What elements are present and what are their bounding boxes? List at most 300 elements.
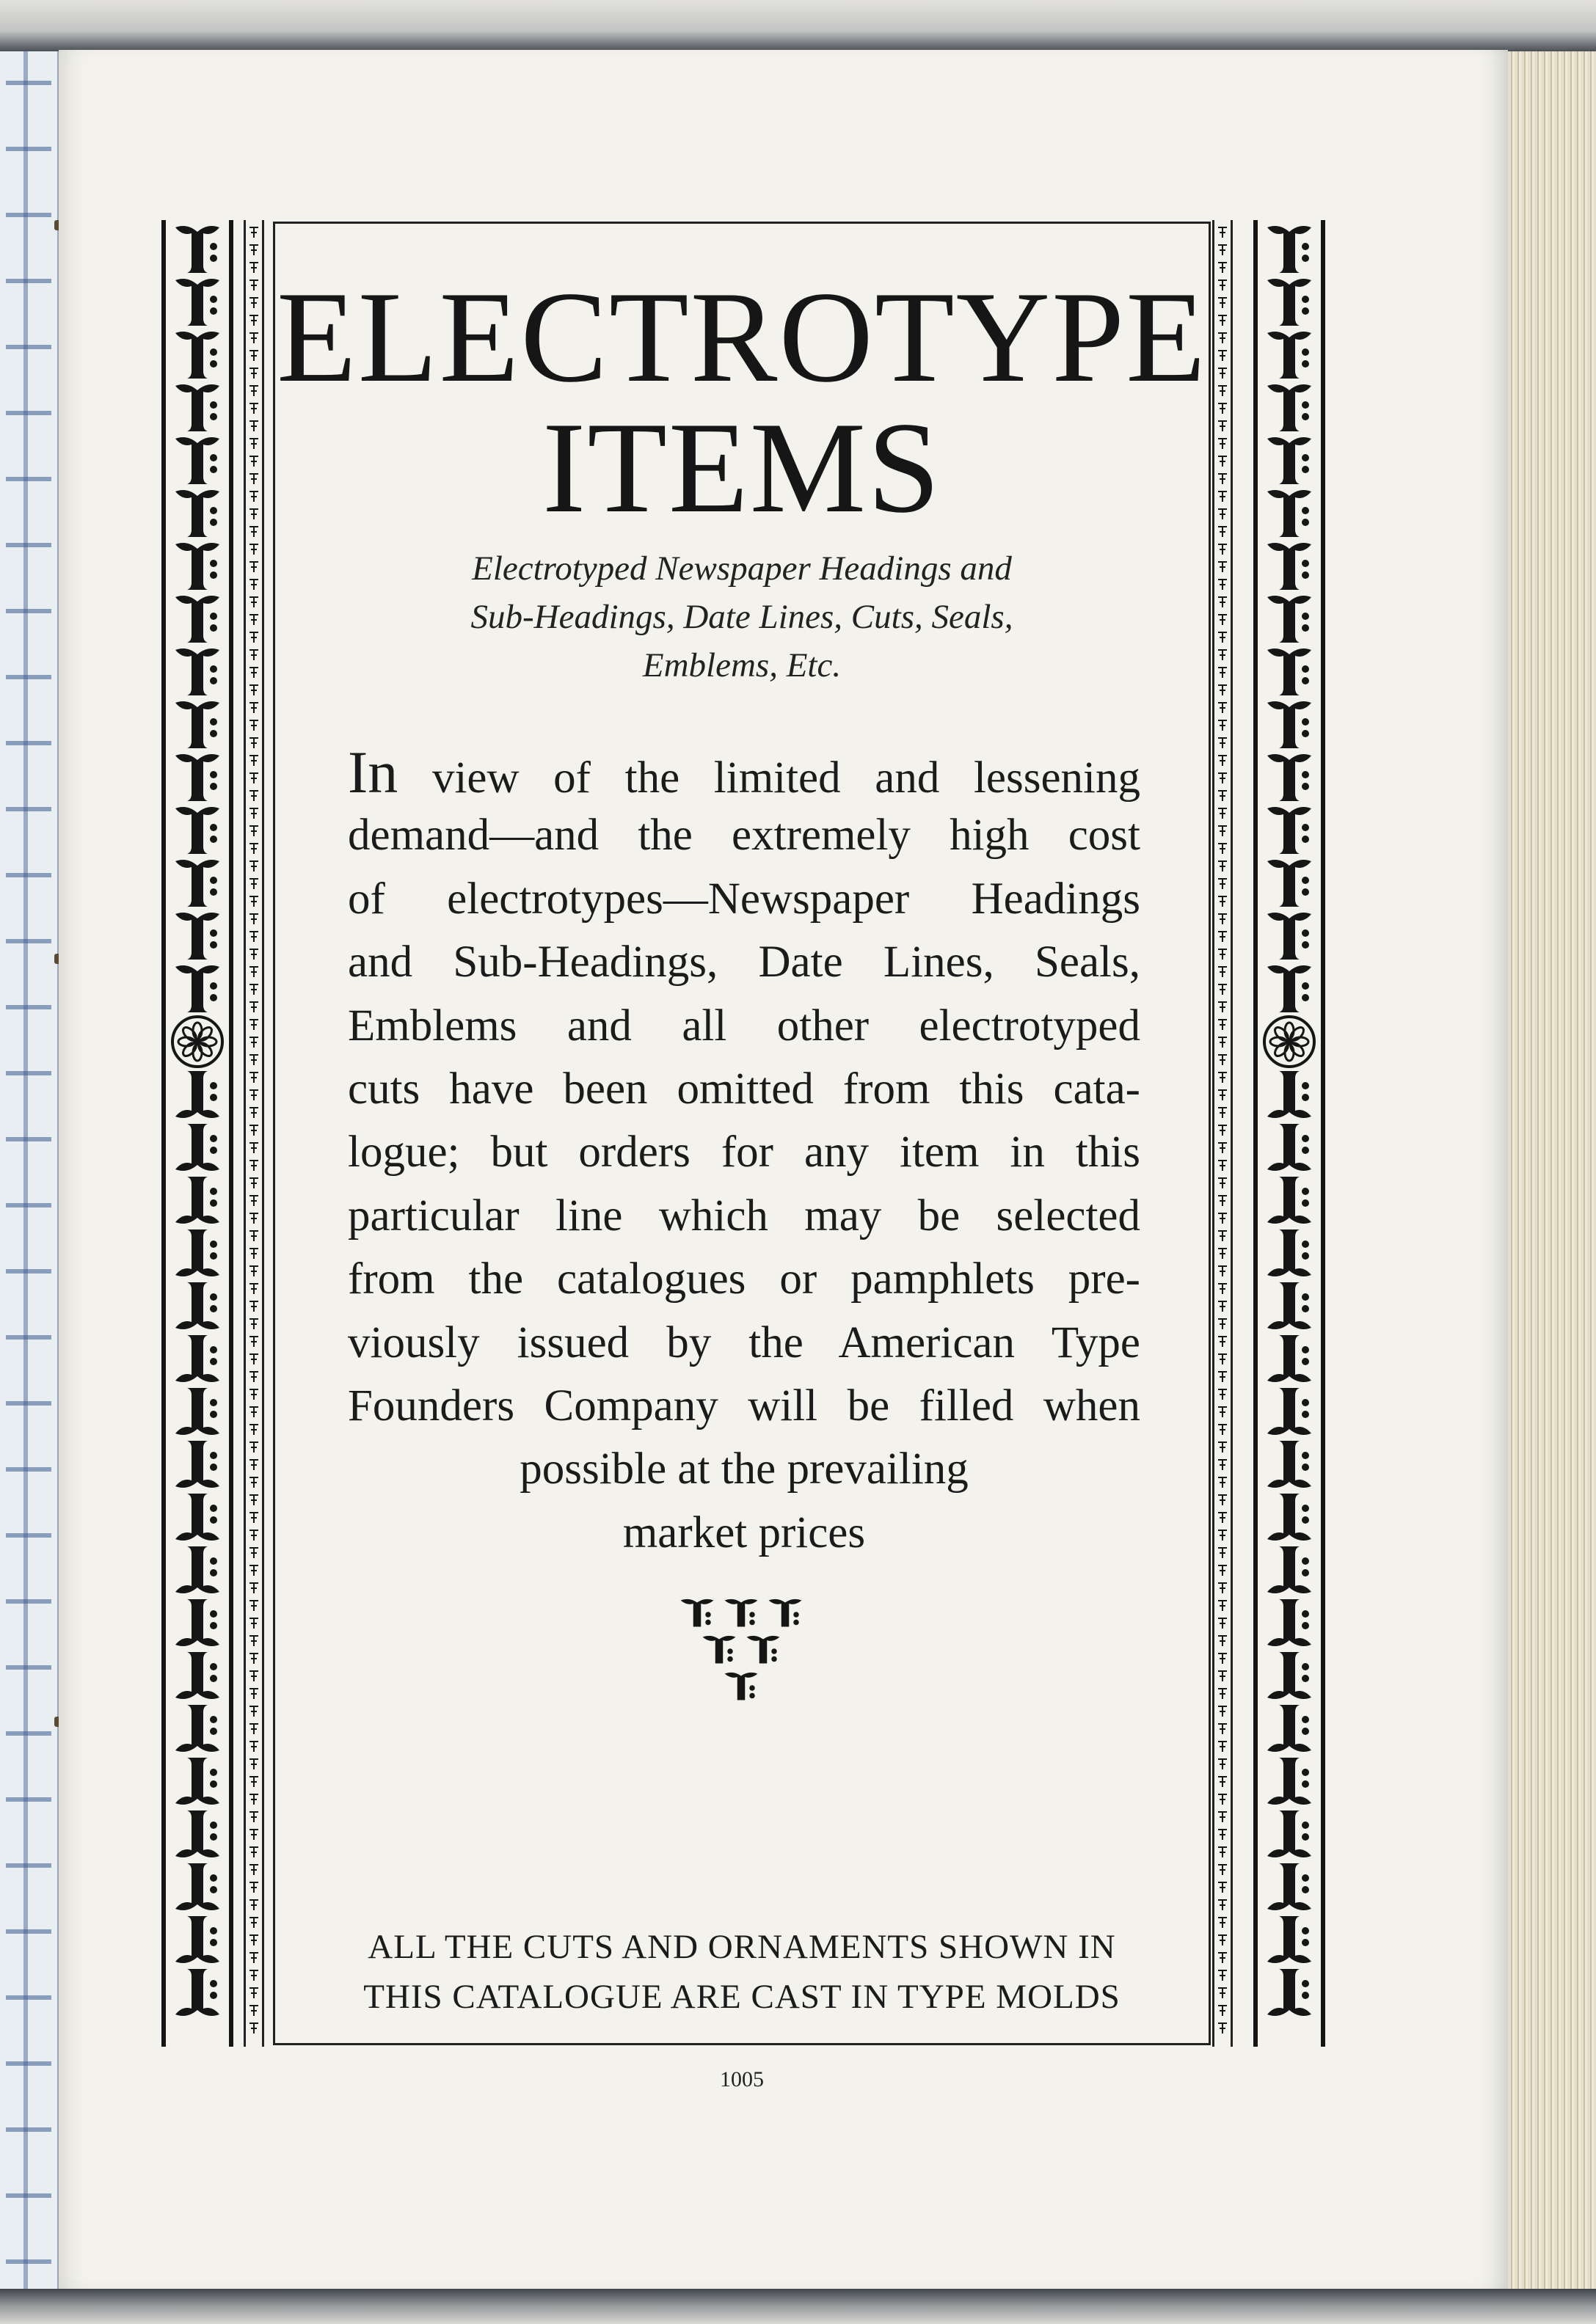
fleuron-icon [1267, 490, 1311, 537]
small-dagger-icon [249, 1495, 258, 1505]
small-dagger-icon [249, 668, 258, 678]
fleuron-icon [1267, 913, 1311, 960]
body-line: and Sub-Headings, Date Lines, Seals, [348, 938, 1140, 987]
small-dagger-icon [249, 315, 258, 326]
small-dagger-icon [1218, 685, 1227, 695]
fleuron-icon [1267, 543, 1311, 590]
small-dagger-icon [249, 896, 258, 907]
small-dagger-icon [249, 1319, 258, 1329]
body-line: cuts have been omitted from this cata- [348, 1064, 1140, 1114]
small-dagger-icon [1218, 386, 1227, 396]
fleuron-icon [175, 1546, 219, 1593]
small-dagger-icon [1218, 756, 1227, 766]
small-dagger-icon [1218, 421, 1227, 431]
fleuron-icon [1267, 596, 1311, 643]
small-dagger-icon [249, 580, 258, 590]
small-dagger-icon [249, 597, 258, 607]
small-dagger-icon [1218, 562, 1227, 572]
small-dagger-icon [1218, 668, 1227, 678]
small-dagger-icon [249, 456, 258, 467]
small-dagger-icon [1218, 984, 1227, 995]
small-dagger-icon [1218, 315, 1227, 326]
small-dagger-icon [249, 1231, 258, 1241]
fleuron-icon [1267, 1916, 1311, 1963]
fleuron-icon [1267, 1177, 1311, 1224]
small-dagger-icon [1218, 738, 1227, 748]
fleuron-icon [1267, 1546, 1311, 1593]
small-dagger-icon [249, 773, 258, 783]
small-dagger-icon [1218, 650, 1227, 660]
tail-fleuron-icon [703, 1636, 736, 1664]
small-dagger-icon [1218, 773, 1227, 783]
notice-line: THIS CATALOGUE ARE CAST IN TYPE MOLDS [363, 1978, 1121, 2016]
small-dagger-icon [249, 1777, 258, 1787]
small-dagger-icon [1218, 368, 1227, 379]
fleuron-icon [1267, 1969, 1311, 2016]
small-dagger-icon [1218, 1583, 1227, 1593]
fleuron-icon [1267, 807, 1311, 854]
fleuron-icon [1267, 1282, 1311, 1329]
small-dagger-icon [1218, 1442, 1227, 1452]
small-dagger-icon [1218, 615, 1227, 625]
small-dagger-icon [1218, 1354, 1227, 1364]
small-dagger-icon [249, 1935, 258, 1945]
fleuron-icon [1267, 1124, 1311, 1171]
small-dagger-icon [249, 368, 258, 379]
fleuron-icon [1267, 437, 1311, 484]
body-line: viously issued by the American Type [348, 1318, 1140, 1367]
small-dagger-icon [1218, 1495, 1227, 1505]
small-dagger-icon [1218, 227, 1227, 238]
fleuron-icon [175, 1229, 219, 1276]
fleuron-icon [175, 860, 219, 907]
fleuron-icon [175, 1282, 219, 1329]
small-dagger-icon [1218, 1213, 1227, 1224]
small-dagger-icon [1218, 403, 1227, 414]
small-dagger-icon [249, 527, 258, 537]
small-dagger-icon [1218, 1777, 1227, 1787]
small-dagger-icon [1218, 1548, 1227, 1558]
small-dagger-icon [1218, 1654, 1227, 1664]
small-dagger-icon [249, 1918, 258, 1928]
small-dagger-icon [1218, 1882, 1227, 1893]
small-dagger-icon [249, 403, 258, 414]
book-binding-top [0, 0, 1596, 51]
body-line: demand—and the extremely high cost [348, 811, 1140, 860]
small-dagger-icon [1218, 2006, 1227, 2016]
small-dagger-icon [249, 949, 258, 960]
fleuron-icon [175, 1652, 219, 1699]
small-dagger-icon [1218, 1055, 1227, 1065]
small-dagger-icon [249, 685, 258, 695]
fleuron-icon [175, 1705, 219, 1752]
tail-fleuron-icon [725, 1673, 758, 1700]
small-dagger-icon [249, 1636, 258, 1646]
small-dagger-icon [1218, 1266, 1227, 1276]
small-dagger-icon [1218, 1565, 1227, 1576]
small-dagger-icon [249, 720, 258, 731]
small-dagger-icon [1218, 333, 1227, 343]
small-dagger-icon [249, 280, 258, 290]
small-ornament-column-left [246, 220, 262, 2047]
small-dagger-icon [249, 1354, 258, 1364]
small-dagger-icon [1218, 1020, 1227, 1030]
ornament-column-right [1258, 220, 1321, 2047]
small-dagger-icon [249, 1865, 258, 1875]
small-dagger-icon [1218, 1090, 1227, 1100]
small-dagger-icon [1218, 1935, 1227, 1945]
small-dagger-icon [249, 386, 258, 396]
small-dagger-icon [249, 984, 258, 995]
fleuron-icon [1267, 1229, 1311, 1276]
small-dagger-icon [1218, 1671, 1227, 1681]
small-dagger-icon [249, 703, 258, 713]
tail-fleuron-icon [747, 1636, 780, 1664]
small-dagger-icon [1218, 1037, 1227, 1048]
small-dagger-icon [249, 1196, 258, 1206]
small-dagger-icon [249, 1513, 258, 1523]
small-dagger-icon [249, 1055, 258, 1065]
body-line: Emblems and all other electrotyped [348, 1001, 1140, 1050]
fleuron-icon [175, 1810, 219, 1857]
tail-fleuron-icon [681, 1599, 714, 1627]
fleuron-icon [175, 1124, 219, 1171]
fleuron-icon [175, 226, 219, 273]
small-dagger-icon [249, 1213, 258, 1224]
small-dagger-icon [249, 1442, 258, 1452]
small-dagger-icon [249, 421, 258, 431]
fleuron-icon [175, 965, 219, 1012]
body-line-text: view of the limited and lessening [398, 753, 1140, 803]
small-dagger-icon [249, 914, 258, 924]
small-dagger-icon [1218, 844, 1227, 854]
small-dagger-icon [1218, 544, 1227, 555]
small-dagger-icon [249, 826, 258, 836]
small-dagger-icon [249, 1654, 258, 1664]
small-dagger-icon [249, 1900, 258, 1910]
small-dagger-icon [1218, 1477, 1227, 1488]
small-dagger-icon [1218, 474, 1227, 484]
small-dagger-icon [1218, 720, 1227, 731]
page-title-line-1: ELECTROTYPE [277, 264, 1207, 409]
fleuron-icon [1267, 754, 1311, 801]
subtitle-line: Electrotyped Newspaper Headings and [472, 549, 1012, 588]
small-dagger-icon [1218, 1425, 1227, 1435]
small-dagger-icon [249, 1125, 258, 1136]
small-dagger-icon [249, 632, 258, 643]
small-dagger-icon [1218, 1319, 1227, 1329]
fleuron-icon [175, 701, 219, 748]
small-dagger-icon [1218, 1988, 1227, 1998]
small-dagger-icon [1218, 580, 1227, 590]
book-binding-bottom [0, 2289, 1596, 2324]
small-dagger-icon [1218, 703, 1227, 713]
rule-border-left [244, 220, 264, 2047]
tailpiece-ornament-icon [675, 1596, 807, 1714]
small-dagger-icon [1218, 1865, 1227, 1875]
body-line: of electrotypes—Newspaper Headings [348, 874, 1140, 924]
fleuron-icon [175, 754, 219, 801]
subtitle [273, 544, 1211, 690]
endpaper-pattern [6, 51, 51, 2296]
small-dagger-icon [1218, 1847, 1227, 1857]
small-dagger-icon [249, 879, 258, 889]
small-dagger-icon [249, 509, 258, 519]
small-dagger-icon [249, 1407, 258, 1417]
small-dagger-icon [1218, 1284, 1227, 1294]
small-dagger-icon [1218, 456, 1227, 467]
small-dagger-icon [1218, 1812, 1227, 1822]
small-dagger-icon [249, 351, 258, 361]
small-dagger-icon [249, 562, 258, 572]
small-dagger-icon [249, 1073, 258, 1083]
small-dagger-icon [249, 808, 258, 819]
small-dagger-icon [249, 474, 258, 484]
fleuron-icon [175, 332, 219, 379]
fleuron-icon [175, 1758, 219, 1805]
fleuron-icon [175, 596, 219, 643]
small-dagger-icon [249, 1108, 258, 1118]
fleuron-icon [175, 279, 219, 326]
small-dagger-icon [1218, 1108, 1227, 1118]
small-dagger-icon [249, 1618, 258, 1629]
body-paragraph [348, 741, 1140, 1565]
small-dagger-icon [249, 1460, 258, 1470]
fleuron-icon [175, 1388, 219, 1435]
fleuron-icon [175, 1441, 219, 1488]
small-dagger-icon [1218, 527, 1227, 537]
small-dagger-icon [1218, 632, 1227, 643]
tail-fleuron-icon [725, 1599, 758, 1627]
small-dagger-icon [249, 1548, 258, 1558]
small-dagger-icon [249, 1143, 258, 1153]
small-dagger-icon [1218, 1689, 1227, 1699]
rosette-icon [1264, 1017, 1314, 1067]
small-dagger-icon [249, 333, 258, 343]
rule-border-right [1212, 220, 1233, 2047]
small-dagger-icon [1218, 492, 1227, 502]
small-dagger-icon [249, 1266, 258, 1276]
fleuron-icon [1267, 1652, 1311, 1699]
small-dagger-icon [249, 932, 258, 942]
small-dagger-icon [249, 738, 258, 748]
subtitle-line: Emblems, Etc. [642, 646, 842, 684]
small-dagger-icon [249, 1425, 258, 1435]
small-dagger-icon [1218, 1460, 1227, 1470]
fleuron-icon [175, 807, 219, 854]
fleuron-icon [175, 1863, 219, 1910]
small-dagger-icon [249, 844, 258, 854]
small-dagger-icon [1218, 826, 1227, 836]
small-dagger-icon [249, 1970, 258, 1981]
rosette-icon [172, 1017, 222, 1067]
notice-line: ALL THE CUTS AND ORNAMENTS SHOWN IN [368, 1928, 1116, 1966]
small-dagger-icon [249, 439, 258, 449]
small-dagger-icon [249, 1301, 258, 1312]
small-dagger-icon [1218, 1900, 1227, 1910]
small-dagger-icon [1218, 1742, 1227, 1752]
fleuron-icon [1267, 1810, 1311, 1857]
ornament-border-right [1253, 220, 1325, 2047]
fleuron-icon [1267, 1388, 1311, 1435]
fleuron-icon [175, 1494, 219, 1541]
fleuron-icon [1267, 1863, 1311, 1910]
small-dagger-icon [1218, 896, 1227, 907]
fleuron-icon [175, 1916, 219, 1963]
small-dagger-icon [249, 650, 258, 660]
small-dagger-icon [249, 1090, 258, 1100]
small-dagger-icon [1218, 1161, 1227, 1171]
small-dagger-icon [1218, 1513, 1227, 1523]
small-dagger-icon [1218, 967, 1227, 977]
small-dagger-icon [249, 967, 258, 977]
small-dagger-icon [1218, 932, 1227, 942]
small-dagger-icon [1218, 1301, 1227, 1312]
tail-fleuron-icon [769, 1599, 802, 1627]
small-dagger-icon [1218, 597, 1227, 607]
small-dagger-icon [1218, 1970, 1227, 1981]
small-dagger-icon [1218, 1389, 1227, 1400]
small-dagger-icon [249, 1671, 258, 1681]
small-dagger-icon [1218, 914, 1227, 924]
small-dagger-icon [249, 756, 258, 766]
endpaper-strip [0, 51, 59, 2296]
small-dagger-icon [1218, 1759, 1227, 1769]
fleuron-icon [175, 1599, 219, 1646]
small-dagger-icon [249, 1020, 258, 1030]
body-line: particular line which may be selected [348, 1191, 1140, 1240]
small-dagger-icon [249, 1830, 258, 1840]
small-dagger-icon [1218, 2023, 1227, 2034]
fleuron-icon [1267, 701, 1311, 748]
small-dagger-icon [249, 2006, 258, 2016]
page-title-line-2: ITEMS [542, 395, 941, 540]
fleuron-icon [175, 543, 219, 590]
small-dagger-icon [1218, 808, 1227, 819]
small-dagger-icon [1218, 861, 1227, 872]
small-dagger-icon [1218, 1073, 1227, 1083]
small-dagger-icon [249, 615, 258, 625]
fleuron-icon [1267, 1335, 1311, 1382]
small-dagger-icon [1218, 879, 1227, 889]
fleuron-icon [1267, 648, 1311, 695]
body-line: Founders Company will be filled when [348, 1381, 1140, 1430]
ornament-border-left [161, 220, 233, 2047]
fleuron-icon [1267, 1071, 1311, 1118]
small-dagger-icon [1218, 1530, 1227, 1541]
small-dagger-icon [249, 1759, 258, 1769]
small-dagger-icon [249, 861, 258, 872]
fleuron-icon [1267, 1705, 1311, 1752]
fleuron-icon [1267, 1758, 1311, 1805]
fleuron-icon [1267, 860, 1311, 907]
small-dagger-icon [1218, 245, 1227, 255]
small-dagger-icon [1218, 280, 1227, 290]
fleuron-icon [175, 1969, 219, 2016]
small-dagger-icon [249, 791, 258, 801]
small-dagger-icon [249, 1847, 258, 1857]
small-dagger-icon [1218, 1724, 1227, 1734]
small-dagger-icon [1218, 351, 1227, 361]
small-dagger-icon [249, 1249, 258, 1259]
small-dagger-icon [249, 1812, 258, 1822]
small-dagger-icon [249, 245, 258, 255]
ornament-column-left [166, 220, 229, 2047]
small-dagger-icon [1218, 1407, 1227, 1417]
subtitle-line: Sub-Headings, Date Lines, Cuts, Seals, [470, 598, 1013, 636]
small-dagger-icon [1218, 1918, 1227, 1928]
small-dagger-icon [249, 1988, 258, 1998]
small-dagger-icon [1218, 1143, 1227, 1153]
fleuron-icon [175, 1335, 219, 1382]
fleuron-icon [175, 437, 219, 484]
drop-cap: In [348, 739, 398, 805]
fleuron-icon [175, 490, 219, 537]
fleuron-icon [175, 1071, 219, 1118]
small-dagger-icon [1218, 1372, 1227, 1382]
small-dagger-icon [249, 1178, 258, 1188]
fleuron-icon [175, 648, 219, 695]
small-dagger-icon [1218, 439, 1227, 449]
small-dagger-icon [249, 227, 258, 238]
small-dagger-icon [1218, 1636, 1227, 1646]
page-number: 1005 [720, 2067, 764, 2091]
small-dagger-icon [249, 1882, 258, 1893]
small-dagger-icon [1218, 1178, 1227, 1188]
body-line: possible at the prevailing [520, 1444, 969, 1494]
small-dagger-icon [249, 544, 258, 555]
small-dagger-icon [1218, 263, 1227, 273]
small-dagger-icon [249, 1706, 258, 1717]
fleuron-icon [1267, 384, 1311, 431]
small-dagger-icon [249, 1724, 258, 1734]
small-dagger-icon [1218, 1231, 1227, 1241]
small-dagger-icon [249, 1601, 258, 1611]
small-dagger-icon [249, 1794, 258, 1805]
fleuron-icon [1267, 965, 1311, 1012]
fleuron-icon [1267, 226, 1311, 273]
small-dagger-icon [249, 1161, 258, 1171]
small-dagger-icon [249, 1565, 258, 1576]
body-line: logue; but orders for any item in this [348, 1128, 1140, 1177]
small-dagger-icon [1218, 791, 1227, 801]
fleuron-icon [1267, 332, 1311, 379]
body-line [348, 741, 1140, 804]
small-dagger-icon [249, 1284, 258, 1294]
small-dagger-icon [1218, 1794, 1227, 1805]
fleuron-icon [1267, 1599, 1311, 1646]
small-dagger-icon [249, 1389, 258, 1400]
page-fore-edge [1508, 51, 1596, 2289]
fleuron-icon [175, 1177, 219, 1224]
small-dagger-icon [1218, 1249, 1227, 1259]
body-line: from the catalogues or pamphlets pre- [348, 1254, 1140, 1304]
small-dagger-icon [249, 1742, 258, 1752]
small-dagger-icon [1218, 509, 1227, 519]
small-dagger-icon [249, 1530, 258, 1541]
small-dagger-icon [1218, 1618, 1227, 1629]
small-dagger-icon [249, 2023, 258, 2034]
fleuron-icon [1267, 1441, 1311, 1488]
fleuron-icon [1267, 279, 1311, 326]
small-dagger-icon [249, 263, 258, 273]
small-dagger-icon [1218, 1706, 1227, 1717]
small-dagger-icon [1218, 949, 1227, 960]
small-dagger-icon [249, 492, 258, 502]
small-dagger-icon [249, 1953, 258, 1963]
small-dagger-icon [249, 1477, 258, 1488]
small-dagger-icon [249, 1689, 258, 1699]
